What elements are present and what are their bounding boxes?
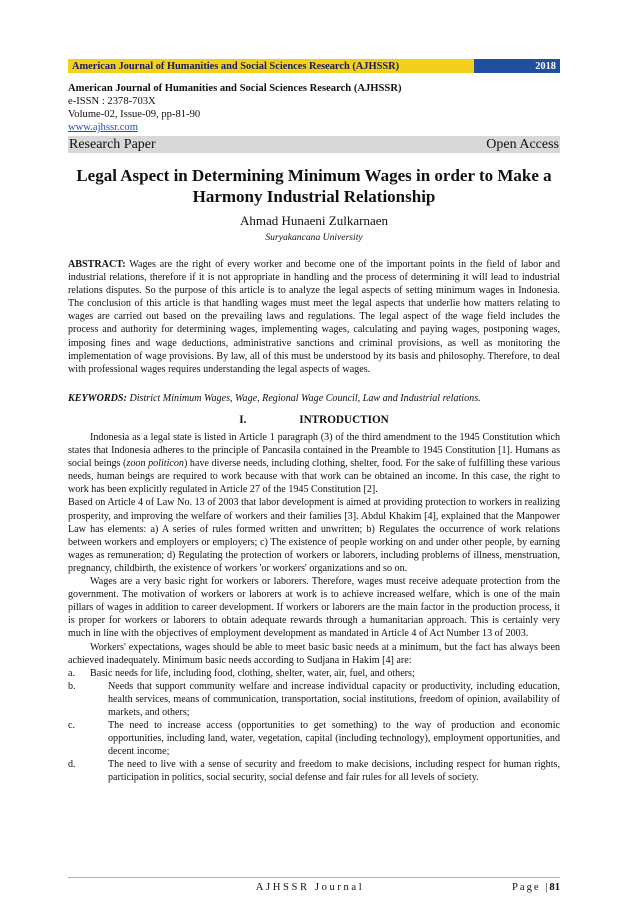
banner-year: 2018 [474, 59, 560, 73]
abstract-text: Wages are the right of every worker and become one of the important points in the field of labor and industrial relations, therefore if it is not appropriate in handling and the process of determining it will lead to industrial relations disputes. So the purpose of this article is to analyze the legal aspects of setting minimum wages in Indonesia. The conclusion of this article is that handling wages must meet the legal aspects that underlie how matters relating to wages are carried out based on the prevailing laws and regulations. The legal aspect of the wage field includes the process and authority for determining wages, implementing wages, calculating and paying wages, postponing wages, imposing fines and wage deductions, administrative sanctions and criminal provisions, as well as monitoring the implementation of wage provisions. By law, all of this must be understood by its basis and philosophy. Therefore, to deal with professional wages requires understanding the legal aspects of wages. [68, 259, 561, 375]
paragraph: Workers' expectations, wages should be able to meet basic basic needs at a minimum, but the fact has always been achieved inadequately. Minimum basic needs according to Sudjana in Hakim [4] are: [68, 641, 560, 666]
paper-type-bar [68, 136, 560, 153]
author-affiliation: Suryakancana University [265, 232, 363, 243]
journal-banner [68, 59, 560, 73]
paragraph-text: Indonesia as a legal state is listed in Article 1 paragraph (3) of the third amendment to the 1945 Constitution which states that Indonesia adheres to the principle of Pancasila contained in the Preamble to 1945 Constitution [1]. Humans as social beings ( [68, 432, 560, 470]
keywords-text: District Minimum Wages, Wage, Regional Wage Council, Law and Industrial relations. [129, 393, 481, 404]
introduction-body [68, 431, 560, 785]
section-number: I. [239, 414, 247, 426]
list-text: Needs that support community welfare and increase individual capacity or productivity, including education, health services, means of communication, transportation, social institutions, freedom of opinion, availability of markets, and others; [108, 680, 560, 718]
paragraph: Based on Article 4 of Law No. 13 of 2003 that labor development is aimed at providing protection to workers in realizing prosperity, and improving the welfare of workers and their families [3]. Abdul Khakim [4], explained that the Manpower Law has elements: a) A series of rules formed written and unwritten; b) Regulates the occurrence of work relations between workers and employers or employers; c) The existence of people working on and under other people, by earning wages as remuneration; d) Regulating the protection of workers or laborers, including problems of illness, menstruation, pregnancy, childbirth, the existence of workers 'or workers' organizations and so on. [68, 497, 560, 574]
keywords [68, 392, 560, 405]
abstract-label: ABSTRACT: [68, 259, 126, 270]
abstract [68, 258, 560, 376]
list-item [68, 667, 560, 680]
footer-page [512, 882, 560, 893]
list-item [68, 680, 560, 719]
volume-info: Volume-02, Issue-09, pp-81-90 [68, 109, 201, 120]
paragraph: Wages are a very basic right for workers or laborers. Therefore, wages must receive adequate protection from the government. The motivation of workers or laborers at work is to achieve increased welfare, which is one of the main pillars of wages in addition to career development. If workers or laborers are the main factor in the production process, it is proper for workers or laborers to obtain adequate rewards through a humanitarian approach. This is certainly very much in line with the objectives of employment development as mandated in Article 4 of Act Number 13 of 2003. [68, 576, 560, 640]
section-title: INTRODUCTION [299, 414, 389, 426]
eissn: e-ISSN : 2378-703X [68, 96, 156, 107]
page-label: Page | [512, 882, 550, 893]
italic-term: zoon politicon [126, 458, 184, 470]
list-marker: a. [68, 667, 76, 679]
page-footer [68, 882, 560, 893]
paper-type: Research Paper [69, 136, 156, 152]
journal-name: American Journal of Humanities and Social Sciences Research (AJHSSR) [68, 83, 402, 94]
footer-divider [68, 877, 560, 878]
list-item [68, 719, 560, 758]
paragraph [68, 431, 560, 496]
author-name: Ahmad Hunaeni Zulkarnaen [239, 213, 388, 228]
list-text: The need to increase access (opportunities to get something) to the way of production and economic opportunities, including land, water, vegetation, capital (including technology), employment opportunities, and decent income; [108, 720, 560, 758]
list-marker: d. [68, 759, 76, 771]
list-text: The need to live with a sense of security and freedom to make decisions, including respect for human rights, participation in politics, social security, social defense and fair rules for all levels of society. [108, 759, 560, 784]
journal-info [68, 82, 560, 134]
website-link[interactable]: www.ajhssr.com [68, 122, 138, 133]
list-marker: b. [68, 680, 76, 692]
list-item [68, 758, 560, 784]
access-type: Open Access [486, 136, 559, 152]
page-number: 81 [549, 882, 560, 893]
keywords-label: KEYWORDS: [68, 393, 127, 404]
footer-journal: AJHSSR Journal [255, 882, 365, 893]
list-text: Basic needs for life, including food, clothing, shelter, water, air, fuel, and others; [90, 667, 415, 679]
section-heading [68, 414, 560, 426]
list-marker: c. [68, 720, 76, 732]
banner-title: American Journal of Humanities and Social Sciences Research (AJHSSR) [72, 60, 400, 72]
paragraph-text: ) have diverse needs, including clothing, shelter, food. For the sake of fulfilling these various needs, human beings are required to work because with that work can be obtained an income. In this case, the right to work has been explicitly regulated in Article 27 of the 1945 Constitution [2]. [68, 458, 560, 496]
article-title: Legal Aspect in Determining Minimum Wages in order to Make a Harmony Industrial Relationship [76, 166, 552, 206]
